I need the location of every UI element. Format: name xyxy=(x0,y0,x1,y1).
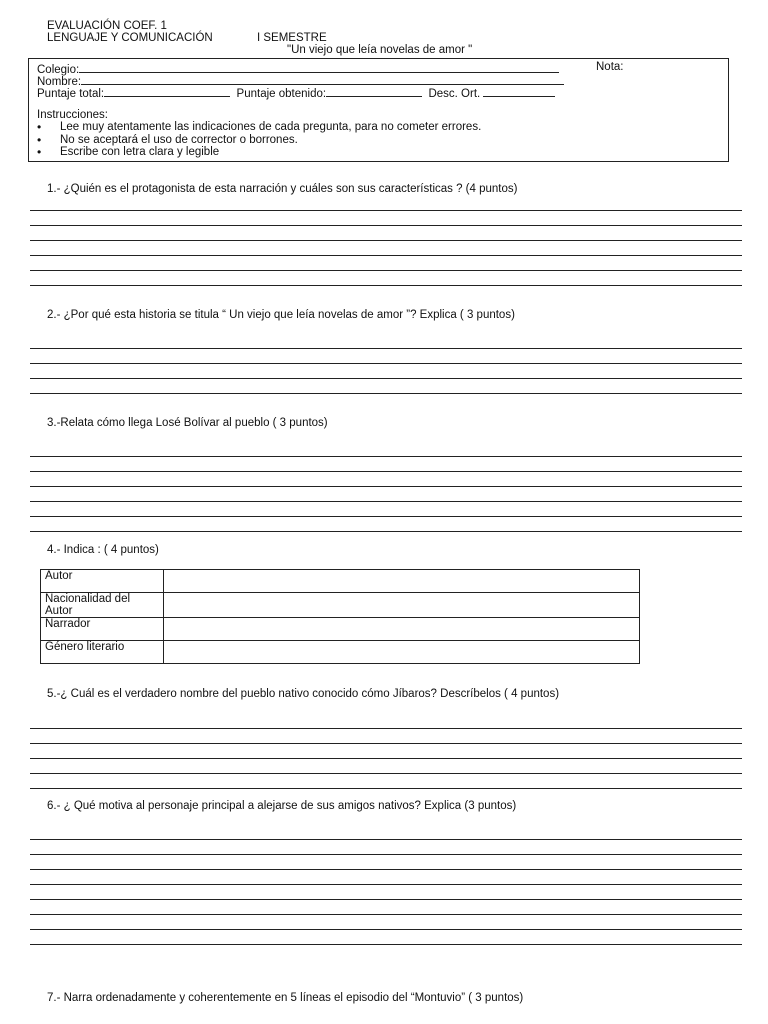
colegio-field[interactable] xyxy=(79,61,559,73)
question-2: 2.- ¿Por qué esta historia se titula “ Un viejo que leía novelas de amor ”? Explica ( 3 puntos) xyxy=(47,309,515,321)
answer-line[interactable] xyxy=(30,348,742,349)
desc-ort-label: Desc. Ort. xyxy=(428,88,481,100)
puntaje-total-label: Puntaje total: xyxy=(37,88,105,100)
question-4: 4.- Indica : ( 4 puntos) xyxy=(47,544,159,556)
puntaje-total-field[interactable] xyxy=(104,85,230,97)
answer-line[interactable] xyxy=(30,854,742,855)
answer-line[interactable] xyxy=(30,899,742,900)
answer-line[interactable] xyxy=(30,471,742,472)
question-7: 7.- Narra ordenadamente y coherentemente en 5 líneas el episodio del “Montuvio” ( 3 puntos) xyxy=(47,992,524,1004)
student-info-box xyxy=(28,58,729,162)
answer-line[interactable] xyxy=(30,285,742,286)
answer-line[interactable] xyxy=(30,516,742,517)
indica-table xyxy=(40,569,640,664)
table-answer-cell[interactable] xyxy=(164,641,640,664)
table-row xyxy=(41,570,640,593)
header-title: EVALUACIÓN COEF. 1 xyxy=(47,20,167,32)
answer-line[interactable] xyxy=(30,456,742,457)
answer-line[interactable] xyxy=(30,501,742,502)
table-label-cell: Nacionalidad del Autor xyxy=(41,593,164,618)
question-5: 5.-¿ Cuál es el verdadero nombre del pueblo nativo conocido cómo Jíbaros? Descríbelos ( 4 puntos) xyxy=(47,688,560,700)
question-1: 1.- ¿Quién es el protagonista de esta narración y cuáles son sus características ? (4 puntos) xyxy=(47,183,518,195)
table-label-cell: Género literario xyxy=(41,641,164,664)
nota-label: Nota: xyxy=(596,61,624,73)
question-3: 3.-Relata cómo llega Losé Bolívar al pueblo ( 3 puntos) xyxy=(47,417,328,429)
answer-line[interactable] xyxy=(30,839,742,840)
table-label-cell: Narrador xyxy=(41,618,164,641)
question-6: 6.- ¿ Qué motiva al personaje principal a alejarse de sus amigos nativos? Explica (3 puntos) xyxy=(47,800,517,812)
table-row xyxy=(41,641,640,664)
answer-line[interactable] xyxy=(30,378,742,379)
answer-line[interactable] xyxy=(30,225,742,226)
puntaje-obtenido-label: Puntaje obtenido: xyxy=(236,88,327,100)
answer-line[interactable] xyxy=(30,914,742,915)
answer-line[interactable] xyxy=(30,240,742,241)
table-label-cell: Autor xyxy=(41,570,164,593)
nombre-field[interactable] xyxy=(81,73,564,85)
desc-ort-field[interactable] xyxy=(483,85,555,97)
instruccion-item: • No se aceptará el uso de corrector o borrones. xyxy=(35,134,481,147)
answer-line[interactable] xyxy=(30,728,742,729)
colegio-label: Colegio: xyxy=(37,64,80,76)
answer-line[interactable] xyxy=(30,363,742,364)
header-subject: LENGUAJE Y COMUNICACIÓN xyxy=(47,32,213,44)
table-answer-cell[interactable] xyxy=(164,570,640,593)
answer-line[interactable] xyxy=(30,884,742,885)
answer-line[interactable] xyxy=(30,255,742,256)
instrucciones-list xyxy=(35,121,481,159)
answer-line[interactable] xyxy=(30,743,742,744)
answer-line[interactable] xyxy=(30,531,742,532)
answer-line[interactable] xyxy=(30,929,742,930)
table-row xyxy=(41,593,640,618)
answer-line[interactable] xyxy=(30,210,742,211)
answer-line[interactable] xyxy=(30,758,742,759)
header-semester: I SEMESTRE xyxy=(257,32,327,44)
header-book-title: "Un viejo que leía novelas de amor " xyxy=(287,44,473,56)
table-answer-cell[interactable] xyxy=(164,618,640,641)
answer-line[interactable] xyxy=(30,393,742,394)
answer-line[interactable] xyxy=(30,944,742,945)
instrucciones-title: Instrucciones: xyxy=(37,109,108,121)
table-row xyxy=(41,618,640,641)
puntaje-obtenido-field[interactable] xyxy=(326,85,422,97)
puntaje-row xyxy=(37,85,555,101)
nombre-label: Nombre: xyxy=(37,76,82,88)
instruccion-item: • Escribe con letra clara y legible xyxy=(35,146,481,159)
answer-line[interactable] xyxy=(30,270,742,271)
answer-line[interactable] xyxy=(30,486,742,487)
answer-line[interactable] xyxy=(30,869,742,870)
answer-line[interactable] xyxy=(30,773,742,774)
instruccion-item: • Lee muy atentamente las indicaciones de cada pregunta, para no cometer errores. xyxy=(35,121,481,134)
answer-line[interactable] xyxy=(30,788,742,789)
table-answer-cell[interactable] xyxy=(164,593,640,618)
